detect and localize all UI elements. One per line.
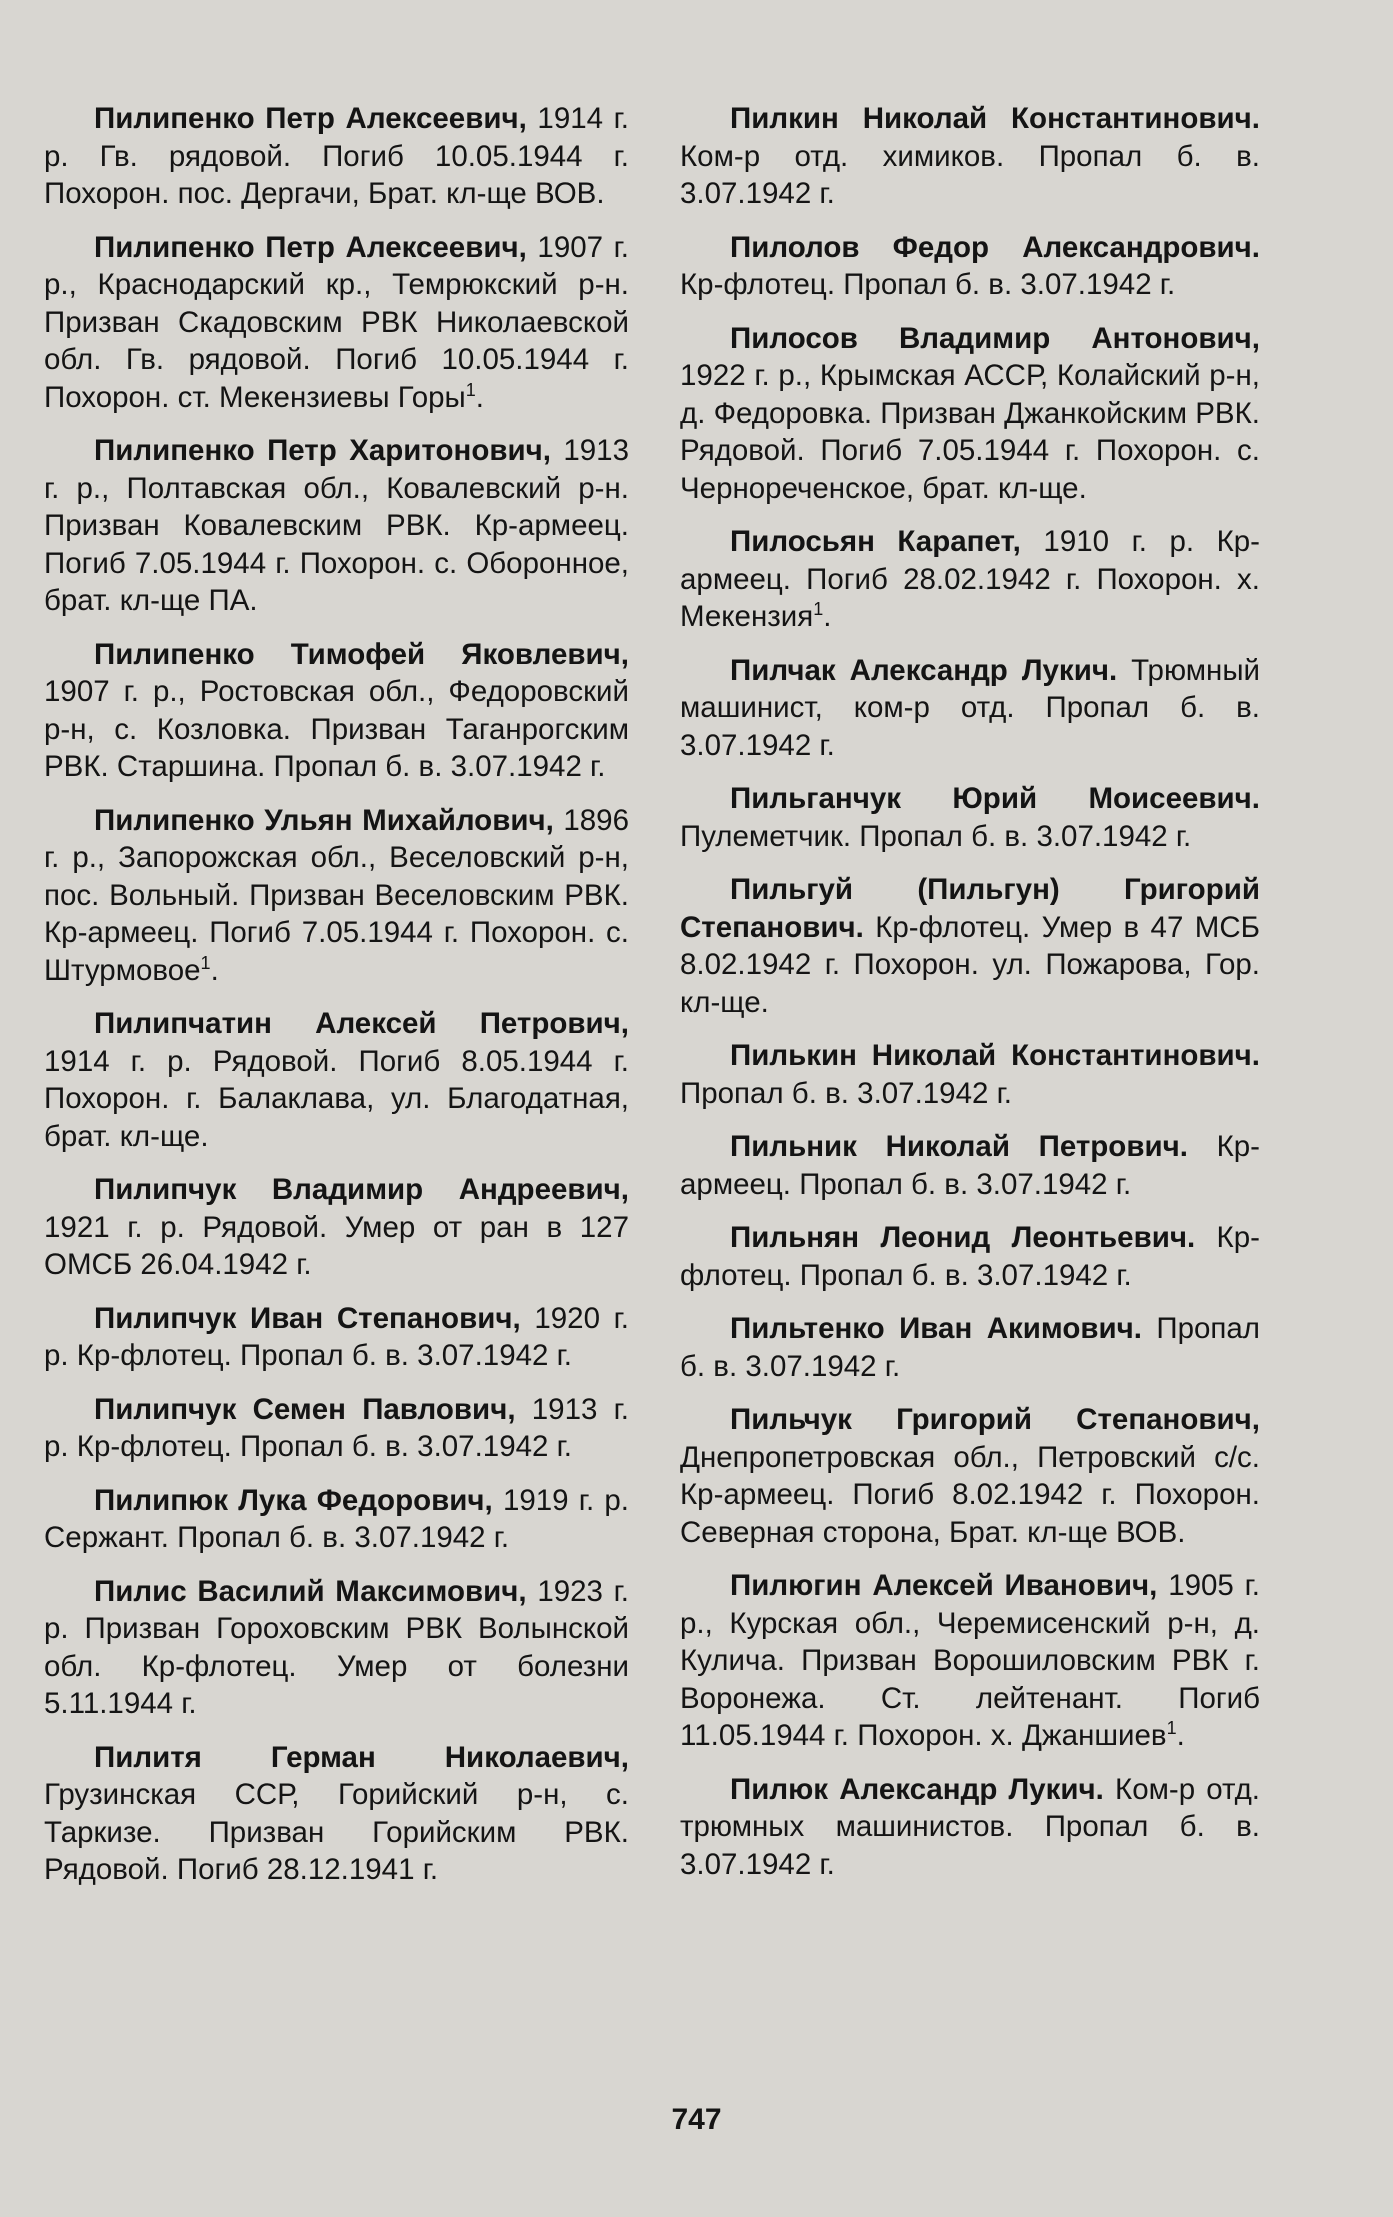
entry-name: Пилипенко Ульян Михайлович, [94, 803, 554, 837]
entry-name: Пилчак Александр Лукич. [730, 653, 1118, 687]
entry-text: 1921 г. р. Рядовой. Умер от ран в 127 ОМСБ 26.04.1942 г. [44, 1210, 629, 1281]
memorial-entry [680, 780, 1260, 855]
entry-text: Кр-армеец. Пропал б. в. 3.07.1942 г. [680, 1130, 1260, 1201]
footnote-marker: 1 [1166, 1718, 1177, 1739]
memorial-entry: Пилипенко Ульян Михайлович, 1896 г. р., Запорожская обл., Веселовский р-н, пос. Вольный. Призван Веселовским РВК. Кр-армеец. Погиб 7.05.1944 г. Похорон. с. Штурмовое$^1$. [44, 803, 629, 987]
memorial-entry: Пилюгин Алексей Иванович, 1905 г. р., Курская обл., Черемисенский р-н, д. Кулича. Призван Ворошиловским РВК г. Воронежа. Ст. лейтенант. Погиб 11.05.1944 г. Похорон. х. Джаншиев$^1$. [680, 1569, 1261, 1752]
memorial-entry [680, 1310, 1260, 1385]
entry-text: Пропал б. в. 3.07.1942 г. [680, 1076, 1012, 1110]
memorial-entry [44, 1482, 629, 1557]
entry-text: 1922 г. р., Крымская АССР, Колайский р-н, д. Федоровка. Призван Джанкойским РВК. Рядовой. Погиб 7.05.1944 г. Похорон. с. Чернореченское, брат. кл-ще. [680, 359, 1260, 505]
page-number: 747 [671, 2103, 722, 2136]
entry-text: 1914 г. р. Гв. рядовой. Погиб 10.05.1944 г. Похорон. пос. Дергачи, Брат. кл-ще ВОВ. [44, 102, 630, 210]
entry-text: 1920 г. р. Кр-флотец. Пропал б. в. 3.07.1942 г. [44, 1301, 629, 1372]
entry-name: Пилосов Владимир Антонович, [730, 321, 1260, 355]
entry-text: 1914 г. р. Рядовой. Погиб 8.05.1944 г. Похорон. г. Балаклава, ул. Благодатная, брат. кл-ще. [44, 1044, 629, 1153]
left-column [44, 100, 629, 1905]
footnote-marker: 1 [813, 599, 824, 620]
entry-name: Пилькин Николай Константинович. [730, 1039, 1260, 1072]
entry-name: Пильтенко Иван Акимович. [730, 1312, 1142, 1345]
entry-name: Пилипчук Семен Павлович, [94, 1392, 516, 1426]
memorial-entry [680, 871, 1260, 1021]
entry-name: Пилосьян Карапет, [730, 525, 1021, 558]
entry-text: 1913 г. р. Кр-флотец. Пропал б. в. 3.07.1942 г. [44, 1392, 629, 1463]
memorial-entry [44, 1573, 629, 1723]
memorial-entry [44, 1300, 629, 1375]
entry-text: Пропал б. в. 3.07.1942 г. [680, 1312, 1260, 1383]
entry-name: Пилипчук Иван Степанович, [94, 1301, 521, 1335]
entry-name: Пильчук Григорий Степанович, [730, 1403, 1260, 1436]
entry-name: Пилипенко Петр Алексеевич, [94, 102, 527, 135]
entry-text: 1913 г. р., Полтавская обл., Ковалевский р-н. Призван Ковалевским РВК. Кр-армеец. Погиб 7.05.1944 г. Похорон. с. Оборонное, брат. кл-ще ПА. [44, 434, 629, 617]
memorial-entry [44, 100, 629, 213]
memorial-entry [680, 1128, 1260, 1203]
entry-text: 1896 г. р., Запорожская обл., Веселовский р-н, пос. Вольный. Призван Веселовским РВК. Кр-армеец. Погиб 7.05.1944 г. Похорон. с. Штурмовое [44, 803, 629, 987]
memorial-entry [44, 1739, 629, 1889]
entry-text: Трюмный машинист, ком-р отд. Пропал б. в. 3.07.1942 г. [680, 653, 1260, 762]
entry-text: 1919 г. р. Сержант. Пропал б. в. 3.07.1942 г. [44, 1483, 629, 1554]
entry-name: Пильгуй (Пильгун) Григорий Степанович. [680, 873, 1260, 944]
entry-name: Пилипюк Лука Федорович, [94, 1483, 493, 1517]
memorial-entry [44, 636, 629, 786]
memorial-entry [680, 1401, 1260, 1551]
entry-name: Пилюк Александр Лукич. [730, 1772, 1104, 1806]
memorial-entry [44, 1171, 629, 1284]
memorial-entry: Пилосьян Карапет, 1910 г. р. Кр-армеец. Погиб 28.02.1942 г. Похорон. х. Мекензия$^1$. [680, 525, 1260, 633]
entry-text: Кр-флотец. Пропал б. в. 3.07.1942 г. [680, 1221, 1260, 1292]
entry-text: 1910 г. р. Кр-армеец. Погиб 28.02.1942 г. Похорон. х. Мекензия [680, 525, 1260, 633]
memorial-entry [680, 1219, 1260, 1294]
entry-name: Пильнян Леонид Леонтьевич. [730, 1221, 1196, 1254]
footnote-marker: 1 [465, 379, 476, 400]
memorial-entry [680, 320, 1260, 508]
entry-name: Пилитя Герман Николаевич, [94, 1740, 629, 1774]
entry-text: 1907 г. р., Ростовская обл., Федоровский р-н, с. Козловка. Призван Таганрогским РВК. Старшина. Пропал б. в. 3.07.1942 г. [44, 675, 629, 783]
entry-text: Днепропетровская обл., Петровский с/с. Кр-армеец. Погиб 8.02.1942 г. Похорон. Северная сторона, Брат. кл-ще ВОВ. [680, 1440, 1260, 1549]
entry-text: Ком-р отд. химиков. Пропал б. в. 3.07.1942 г. [680, 139, 1260, 210]
memorial-entry [680, 100, 1260, 213]
entry-text: 1923 г. р. Призван Гороховским РВК Волынской обл. Кр-флотец. Умер от болезни 5.11.1944 г. [44, 1574, 630, 1720]
entry-name: Пилипенко Тимофей Яковлевич, [94, 637, 629, 671]
entry-text: 1905 г. р., Курская обл., Черемисенский р-н, д. Кулича. Призван Ворошиловским РВК г. Воронежа. Ст. лейтенант. Погиб 11.05.1944 г. Похорон. х. Джаншиев [680, 1569, 1261, 1752]
entry-name: Пилюгин Алексей Иванович, [730, 1569, 1158, 1602]
entry-name: Пилипчук Владимир Андреевич, [94, 1173, 629, 1206]
entry-text: Пулеметчик. Пропал б. в. 3.07.1942 г. [680, 819, 1192, 853]
memorial-entry [44, 1391, 629, 1466]
memorial-entry [680, 1037, 1260, 1112]
memorial-entry [680, 652, 1260, 765]
entry-name: Пилкин Николай Константинович. [730, 102, 1260, 135]
memorial-entry: Пилипенко Петр Алексеевич, 1907 г. р., Краснодарский кр., Темрюкский р-н. Призван Скадовским РВК Николаевской обл. Гв. рядовой. Погиб 10.05.1944 г. Похорон. ст. Мекензиевы Горы$^1$. [44, 230, 630, 414]
entry-name: Пилипенко Петр Харитонович, [94, 434, 551, 467]
entry-name: Пилипенко Петр Алексеевич, [94, 230, 527, 264]
entry-text: Грузинская ССР, Горийский р-н, с. Таркизе. Призван Горийским РВК. Рядовой. Погиб 28.12.1941 г. [44, 1778, 629, 1886]
memorial-entry [680, 1771, 1260, 1884]
memorial-entry [680, 229, 1260, 304]
entry-name: Пилис Василий Максимович, [94, 1574, 527, 1608]
entry-text: 1907 г. р., Краснодарский кр., Темрюкский р-н. Призван Скадовским РВК Николаевской обл. Гв. рядовой. Погиб 10.05.1944 г. Похорон. ст. Мекензиевы Горы [44, 230, 630, 414]
entry-name: Пилолов Федор Александрович. [730, 230, 1260, 264]
entry-text: Кр-флотец. Умер в 47 МСБ 8.02.1942 г. Похорон. ул. Пожарова, Гор. кл-ще. [680, 910, 1260, 1019]
memorial-entry [44, 432, 629, 620]
entry-text: Кр-флотец. Пропал б. в. 3.07.1942 г. [680, 268, 1176, 301]
entry-name: Пильник Николай Петрович. [730, 1130, 1188, 1163]
entry-name: Пильганчук Юрий Моисеевич. [730, 782, 1260, 815]
entry-text: Ком-р отд. трюмных машинистов. Пропал б. в. 3.07.1942 г. [680, 1772, 1260, 1881]
memorial-entry [44, 1005, 629, 1155]
footnote-marker: 1 [200, 952, 211, 973]
entry-name: Пилипчатин Алексей Петрович, [94, 1007, 629, 1040]
right-column [680, 100, 1260, 1899]
